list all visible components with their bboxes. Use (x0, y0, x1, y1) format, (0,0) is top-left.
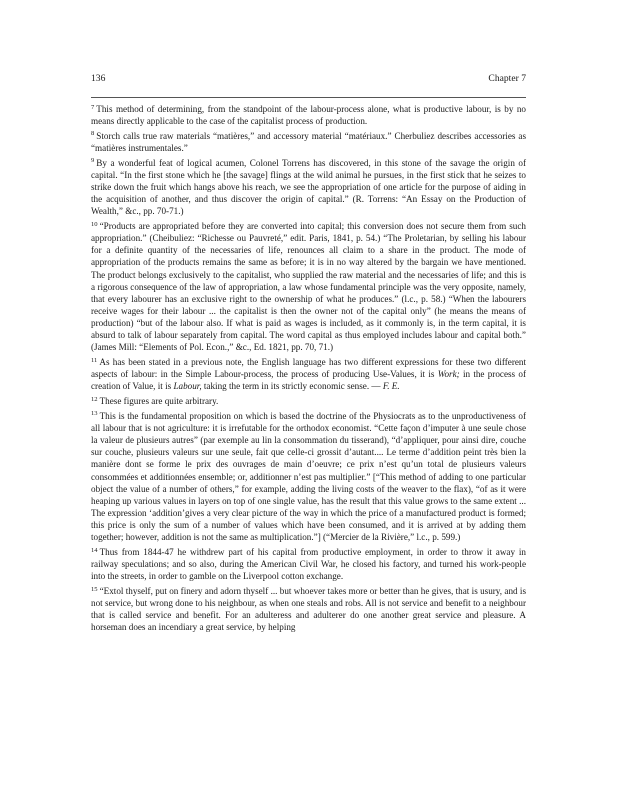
footnote-emphasis: Labour, (173, 381, 202, 392)
footnote-text: This method of determining, from the standpoint of the labour-process alone, what is productive labour, is by no means directly applicable to the case of the capitalist process of production. (91, 104, 526, 127)
footnote-text: These figures are quite arbitrary. (99, 396, 219, 407)
footnote-marker: 9 (91, 157, 95, 165)
footnote-emphasis: Work; (437, 369, 460, 380)
footnotes (91, 103, 526, 636)
footnote-text: As has been stated in a previous note, the English language has two different expressions for these two different aspects of labour: in the Simple Labour-process, the process of producing Use-Values, it is (91, 357, 526, 380)
footnote-12 (91, 395, 526, 407)
footnote-marker: 10 (91, 220, 98, 228)
footnote-13 (91, 410, 526, 544)
header-rule (91, 97, 526, 98)
footnote-marker: 15 (91, 585, 98, 593)
footnote-text: This is the fundamental proposition on which is based the doctrine of the Physiocrats as to the unproductiveness of all labour that is not agriculture: it is irrefutable for the orthodox economist. “Cette façon d’imputer à une seule chose la valeur de plusieurs autres” (par exemple au lin la consommation du tisserand), “d’appliquer, pour ainsi dire, couche sur couche, plusieurs valeurs sur une seule, fait que celle-ci grossit d’autant.... Le terme d’addition peint très bien la manière dont se forme le prix des ouvrages de main d’oeuvre; ce prix n’est qu’un total de plusieurs valeurs consommées et additionnées ensemble; or, additionner n’est pas multiplier.” [“This method of adding to one particular object the value of a number of others,” for example, adding the living costs of the weaver to the flax), “of as it were heaping up various values in layers on top of one single value, has the result that this value grows to the same extent ... The expression ‘addition’gives a very clear picture of the way in which the price of a manufactured product is formed; this price is only the sum of a number of values which have been consumed, and it is arrived at by adding them together; however, addition is not the same as multiplication.”] (“Mercier de la Rivière,” l.c., p. 599.) (91, 410, 526, 543)
footnote-marker: 11 (91, 356, 98, 364)
footnote-marker: 7 (91, 103, 95, 111)
footnote-text: Thus from 1844-47 he withdrew part of his capital from productive employment, in order to throw it away in railway speculations; and so also, during the American Civil War, he closed his factory, and turned his work-people into the streets, in order to gamble on the Liverpool cotton exchange. (91, 546, 526, 582)
footnote-emphasis: F. E. (382, 381, 400, 392)
footnote-text: Storch calls true raw materials “matières,” and accessory material “matériaux.” Cherbuliez describes accessories as “matières instrumentales.” (91, 130, 526, 153)
footnote-10 (91, 220, 526, 354)
footnote-15 (91, 585, 526, 634)
footnote-marker: 13 (91, 410, 98, 418)
footnote-text: “Products are appropriated before they are converted into capital; this conversion does not secure them from such appropriation.” (Cheibuliez: “Richesse ou Pauvreté,” edit. Paris, 1841, p. 54.) “The Proletarian, by selling his labour for a definite quantity of the necessaries of life, renounces all claim to a share in the product. The mode of appropriation of the products remains the same as before; it is in no way altered by the bargain we have mentioned. The product belongs exclusively to the capitalist, who supplied the raw material and the necessaries of life; and this is a rigorous consequence of the law of appropriation, a law whose fundamental principle was the very opposite, namely, that every labourer has an exclusive right to the ownership of what he produces.” (l.c., p. 58.) “When the labourers receive wages for their labour ... the capitalist is then the owner not of the capital only” (he means the means of production) “but of the labour also. If what is paid as wages is included, as it commonly is, in the term capital, it is absurd to talk of labour separately from capital. The word capital as thus employed includes labour and capital both.” (James Mill: “Elements of Pol. Econ.,” &c., Ed. 1821, pp. 70, 71.) (91, 220, 526, 353)
footnote-9 (91, 157, 526, 218)
footnote-text: in the process of creation of Value, it is (91, 369, 526, 392)
footnote-14 (91, 546, 526, 582)
footnote-8 (91, 130, 526, 154)
footnote-text: taking the term in its strictly economic sense. — (201, 381, 383, 392)
footnote-marker: 12 (91, 395, 98, 403)
footnote-text: “Extol thyself, put on finery and adorn thyself ... but whoever takes more or better than he gives, that is usury, and is not service, but wrong done to his neighbour, as when one steals and robs. All is not service and benefit to a neighbour that is called service and benefit. For an adulteress and adulterer do one another great service and pleasure. A horseman does an incendiary a great service, by helping (91, 585, 526, 633)
chapter-title: Chapter 7 (488, 73, 526, 84)
footnote-text: By a wonderful feat of logical acumen, Colonel Torrens has discovered, in this stone of the savage the origin of capital. “In the first stone which he [the savage] flings at the wild animal he pursues, in the first stick that he seizes to strike down the fruit which hangs above his reach, we see the appropriation of one article for the purpose of aiding in the acquisition of another, and thus discover the origin of capital.” (R. Torrens: “An Essay on the Production of Wealth,” &c., pp. 70-71.) (91, 157, 526, 217)
footnote-7 (91, 103, 526, 127)
page-number: 136 (91, 73, 106, 84)
footnote-marker: 8 (91, 130, 95, 138)
footnote-11 (91, 356, 526, 392)
footnote-marker: 14 (91, 546, 98, 554)
